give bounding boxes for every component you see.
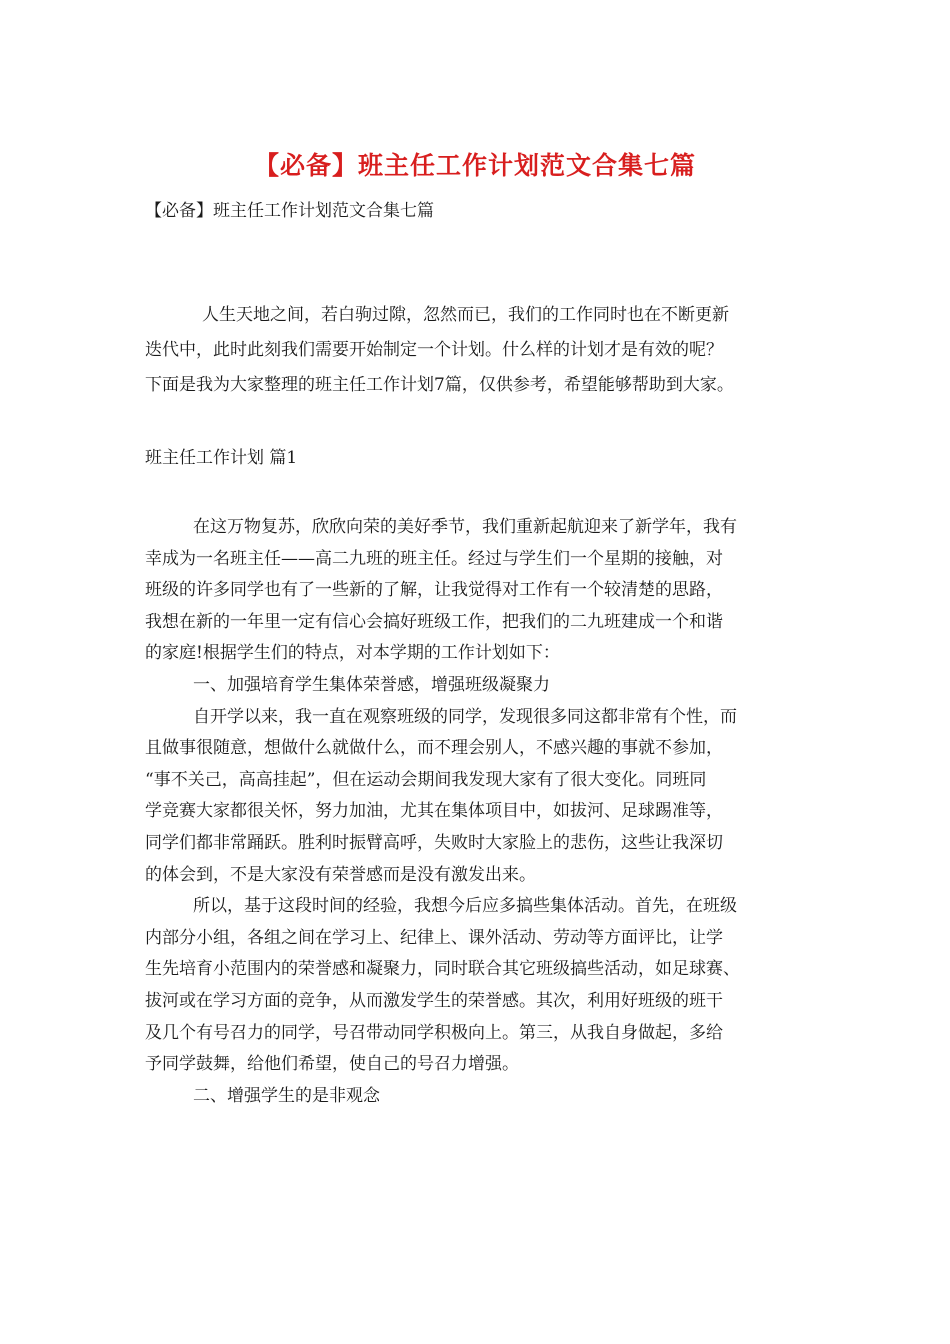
body-line: 及几个有号召力的同学，号召带动同学积极向上。第三，从我自身做起，多给 (145, 1022, 723, 1043)
body-line: 学竞赛大家都很关怀，努力加油，尤其在集体项目中，如拔河、足球踢准等， (145, 801, 723, 822)
subheading-line: 二、增强学生的是非观念 (193, 1085, 380, 1106)
body-line: 同学们都非常踊跃。胜利时振臂高呼，失败时大家脸上的悲伤，这些让我深切 (145, 832, 723, 853)
body-line: 的体会到，不是大家没有荣誉感而是没有激发出来。 (145, 864, 536, 885)
document-subtitle: 【必备】班主任工作计划范文合集七篇 (145, 201, 434, 221)
intro-paragraph (145, 298, 810, 403)
body-line: 予同学鼓舞，给他们希望，使自己的号召力增强。 (145, 1054, 519, 1075)
section-heading: 班主任工作计划 篇1 (145, 448, 298, 468)
intro-line: 人生天地之间，若白驹过隙，忽然而已，我们的工作同时也在不断更新 (202, 305, 729, 325)
subheading-line: 一、加强培育学生集体荣誉感，增强班级凝聚力 (193, 674, 550, 695)
document-title: 【必备】班主任工作计划范文合集七篇 (253, 151, 696, 180)
body-line: 在这万物复苏，欣欣向荣的美好季节，我们重新起航迎来了新学年，我有 (193, 517, 737, 537)
body-line: 且做事很随意，想做什么就做什么，而不理会别人，不感兴趣的事就不参加， (145, 738, 723, 759)
body-line: 拔河或在学习方面的竞争，从而激发学生的荣誉感。其次，利用好班级的班干 (145, 990, 723, 1011)
body-line: 的家庭!根据学生们的特点，对本学期的工作计划如下： (145, 643, 560, 664)
body-line: 自开学以来，我一直在观察班级的同学，发现很多同这都非常有个性，而 (193, 706, 737, 727)
intro-line: 迭代中，此时此刻我们需要开始制定一个计划。什么样的计划才是有效的呢？ (145, 340, 723, 360)
intro-line: 下面是我为大家整理的班主任工作计划7篇，仅供参考，希望能够帮助到大家。 (145, 375, 734, 395)
body-line: 幸成为一名班主任——高二九班的班主任。经过与学生们一个星期的接触，对 (145, 548, 723, 569)
body-line: “事不关己，高高挂起”，但在运动会期间我发现大家有了很大变化。同班同 (145, 769, 707, 790)
body-line: 内部分小组，各组之间在学习上、纪律上、课外活动、劳动等方面评比，让学 (145, 927, 723, 948)
section-body (145, 512, 810, 1112)
body-line: 所以，基于这段时间的经验，我想今后应多搞些集体活动。首先，在班级 (193, 896, 737, 917)
body-line: 我想在新的一年里一定有信心会搞好班级工作，把我们的二九班建成一个和谐 (145, 611, 723, 632)
body-line: 生先培育小范围内的荣誉感和凝聚力，同时联合其它班级搞些活动，如足球赛、 (145, 959, 740, 980)
body-line: 班级的许多同学也有了一些新的了解，让我觉得对工作有一个较清楚的思路， (145, 580, 723, 601)
